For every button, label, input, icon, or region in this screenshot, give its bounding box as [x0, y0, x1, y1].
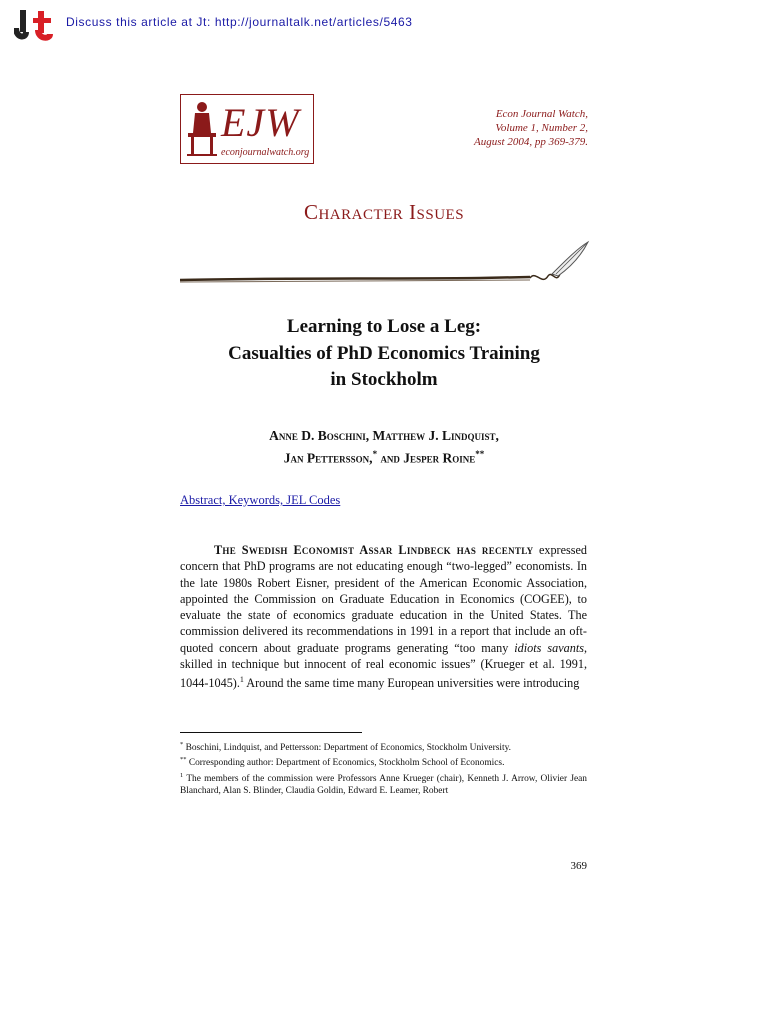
- quill-divider-icon: [180, 240, 590, 290]
- article-title-line: in Stockholm: [330, 369, 438, 390]
- footnote-text: Corresponding author: Department of Economics, Stockholm School of Economics.: [186, 758, 505, 769]
- footnote-mark: *: [180, 741, 184, 748]
- author-names: Jan Pettersson,: [283, 450, 373, 466]
- lead-in-text: The Swedish Economist Assar Lindbeck has recently: [214, 543, 534, 557]
- article-title-line: Learning to Lose a Leg:: [286, 316, 482, 337]
- jt-logo-icon[interactable]: [14, 8, 54, 42]
- abstract-keywords-link[interactable]: Abstract, Keywords, JEL Codes: [180, 493, 341, 507]
- footnote: [180, 739, 587, 754]
- footnote-ref[interactable]: 1: [239, 675, 244, 685]
- body-text: , skilled in technique but innocent of real economic issues” (Krueger et al. 1991, 1044-1045).: [180, 640, 587, 691]
- footnote-text: Boschini, Lindquist, and Pettersson: Department of Economics, Stockholm University.: [183, 743, 511, 754]
- ejw-logo-url: econjournalwatch.org: [221, 147, 310, 158]
- body-paragraph: [180, 542, 587, 692]
- article-title: [150, 314, 618, 394]
- journal-citation: [474, 107, 588, 149]
- article-authors: [150, 426, 618, 468]
- ejw-logo: [180, 94, 314, 164]
- ejw-logo-letters: EJW: [221, 100, 300, 145]
- discuss-article-link[interactable]: Discuss this article at Jt: http://journaltalk.net/articles/5463: [66, 15, 413, 29]
- author-affiliation-mark: *: [372, 449, 378, 459]
- footnote-mark: 1: [180, 771, 184, 779]
- body-italic-term: idiots savants: [514, 640, 584, 655]
- article-body: [180, 542, 587, 692]
- footnotes: [180, 739, 587, 797]
- scholar-at-desk-icon: [185, 99, 219, 159]
- footnote: [180, 770, 587, 798]
- authors-line: Anne D. Boschini, Matthew J. Lindquist,: [269, 428, 499, 443]
- page-number: 369: [570, 860, 587, 872]
- section-title: Character Issues: [303, 200, 465, 224]
- footnote-divider: [180, 732, 362, 733]
- jt-header-bar: [0, 0, 768, 46]
- body-text: expressed concern that PhD programs are not educating enough “two-legged” economists. In the late 1980s Robert Eisner, president of the American Economic Association, appointed the Commission on Graduate Education in Economics (COGEE), to evaluate the state of economics graduate education in the United States. The commission delivered its recommendations in 1991 in a report that include an oft-quoted concern about graduate programs generating “too many: [180, 543, 587, 655]
- footnote-mark: **: [180, 756, 187, 764]
- footnote-text: The members of the commission were Professors Anne Krueger (chair), Kenneth J. Arrow, Olivier Jean Blanchard, Alan S. Blinder, Claudia Goldin, Edward E. Leamer, Robert: [180, 773, 587, 796]
- article-title-line: Casualties of PhD Economics Training: [228, 342, 540, 364]
- citation-date-pages: August 2004, pp 369-379.: [474, 136, 588, 148]
- footnote: [180, 754, 587, 769]
- authors-line: [150, 445, 618, 468]
- body-text: Around the same time many European universities were introducing: [243, 676, 580, 691]
- corresponding-author-mark: **: [475, 449, 485, 459]
- citation-journal: Econ Journal Watch,: [495, 108, 588, 120]
- author-names: and Jesper Roine: [377, 450, 476, 466]
- citation-volume: Volume 1, Number 2,: [495, 122, 588, 134]
